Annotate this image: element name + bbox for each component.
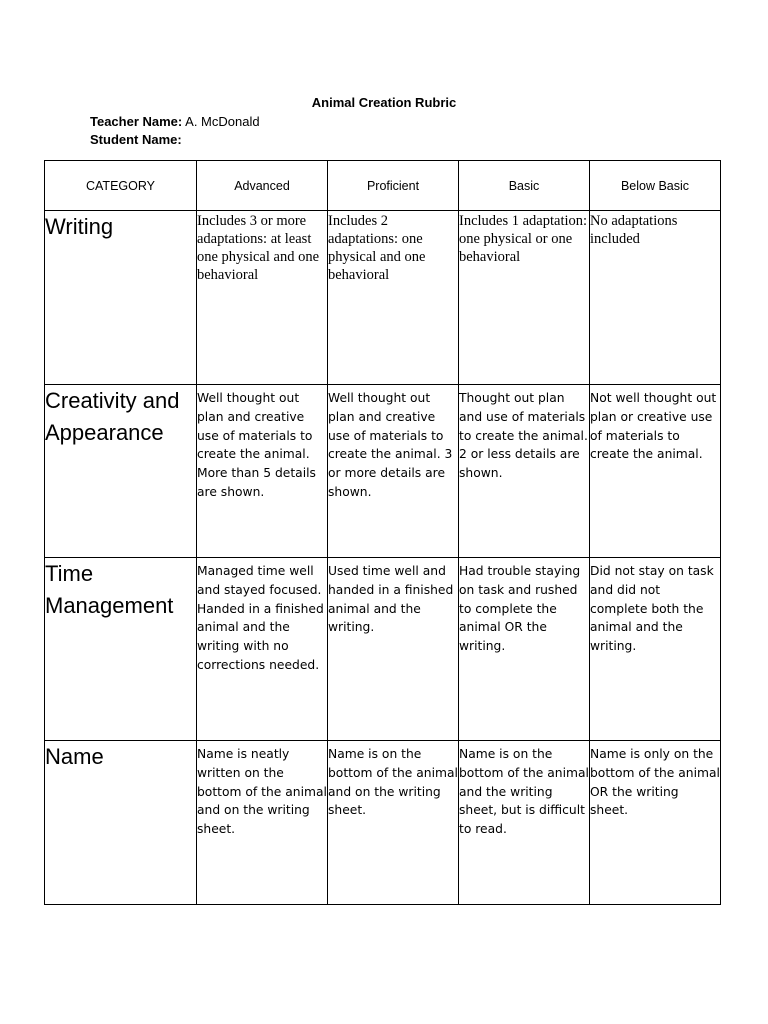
category-creativity-and-appearance: Creativity and Appearance <box>45 385 197 558</box>
teacher-name-line <box>90 113 260 131</box>
teacher-name-label: Teacher Name: <box>90 114 183 129</box>
cell-text: Well thought out plan and creative use of materials to create the animal. 3 or more details are shown. <box>328 391 453 499</box>
cell-writing-basic <box>459 211 590 385</box>
rubric-table <box>44 160 721 905</box>
cell-creativity-advanced <box>197 385 328 558</box>
cell-time-proficient <box>328 558 459 741</box>
cell-text: Name is on the bottom of the animal and on the writing sheet. <box>328 747 458 818</box>
cell-text: Includes 2 adaptations: one physical and one behavioral <box>328 213 426 283</box>
document-title: Animal Creation Rubric <box>311 95 457 110</box>
header-row <box>45 161 721 211</box>
cell-writing-proficient <box>328 211 459 385</box>
cell-text: Not well thought out plan or creative use of materials to create the animal. <box>590 391 717 462</box>
header-proficient: Proficient <box>328 161 459 211</box>
cell-text: Includes 3 or more adaptations: at least one physical and one behavioral <box>197 213 320 283</box>
cell-text: Used time well and handed in a finished animal and the writing. <box>328 564 454 635</box>
cell-writing-below-basic <box>590 211 721 385</box>
cell-text: Did not stay on task and did not complete both the animal and the writing. <box>590 564 714 654</box>
cell-time-advanced <box>197 558 328 741</box>
category-writing: Writing <box>45 211 197 385</box>
cell-text: Name is only on the bottom of the animal OR the writing sheet. <box>590 747 720 818</box>
header-advanced: Advanced <box>197 161 328 211</box>
cell-writing-advanced <box>197 211 328 385</box>
category-name: Name <box>45 741 197 905</box>
cell-text: No adaptations included <box>590 213 678 247</box>
cell-text: Well thought out plan and creative use of materials to create the animal. More than 5 details are shown. <box>197 391 316 499</box>
cell-creativity-below-basic <box>590 385 721 558</box>
cell-text: Managed time well and stayed focused. Handed in a finished animal and the writing with no corrections needed. <box>197 564 324 672</box>
student-name-line <box>90 131 182 149</box>
cell-name-proficient <box>328 741 459 905</box>
cell-name-advanced <box>197 741 328 905</box>
row-creativity-and-appearance <box>45 385 721 558</box>
cell-creativity-basic <box>459 385 590 558</box>
row-time-management <box>45 558 721 741</box>
cell-text: Name is on the bottom of the animal and the writing sheet, but is difficult to read. <box>459 747 589 837</box>
header-basic: Basic <box>459 161 590 211</box>
cell-text: Had trouble staying on task and rushed to complete the animal OR the writing. <box>459 564 581 654</box>
row-writing <box>45 211 721 385</box>
cell-time-basic <box>459 558 590 741</box>
cell-text: Includes 1 adaptation: one physical or one behavioral <box>459 213 588 265</box>
student-name-label: Student Name: <box>90 132 182 147</box>
header-below-basic: Below Basic <box>590 161 721 211</box>
header-category: CATEGORY <box>45 161 197 211</box>
cell-name-below-basic <box>590 741 721 905</box>
cell-text: Thought out plan and use of materials to create the animal. 2 or less details are shown. <box>459 391 588 481</box>
cell-name-basic <box>459 741 590 905</box>
teacher-name-value: A. McDonald <box>185 114 260 129</box>
row-name <box>45 741 721 905</box>
cell-time-below-basic <box>590 558 721 741</box>
category-time-management: Time Management <box>45 558 197 741</box>
cell-text: Name is neatly written on the bottom of the animal and on the writing sheet. <box>197 747 327 837</box>
cell-creativity-proficient <box>328 385 459 558</box>
